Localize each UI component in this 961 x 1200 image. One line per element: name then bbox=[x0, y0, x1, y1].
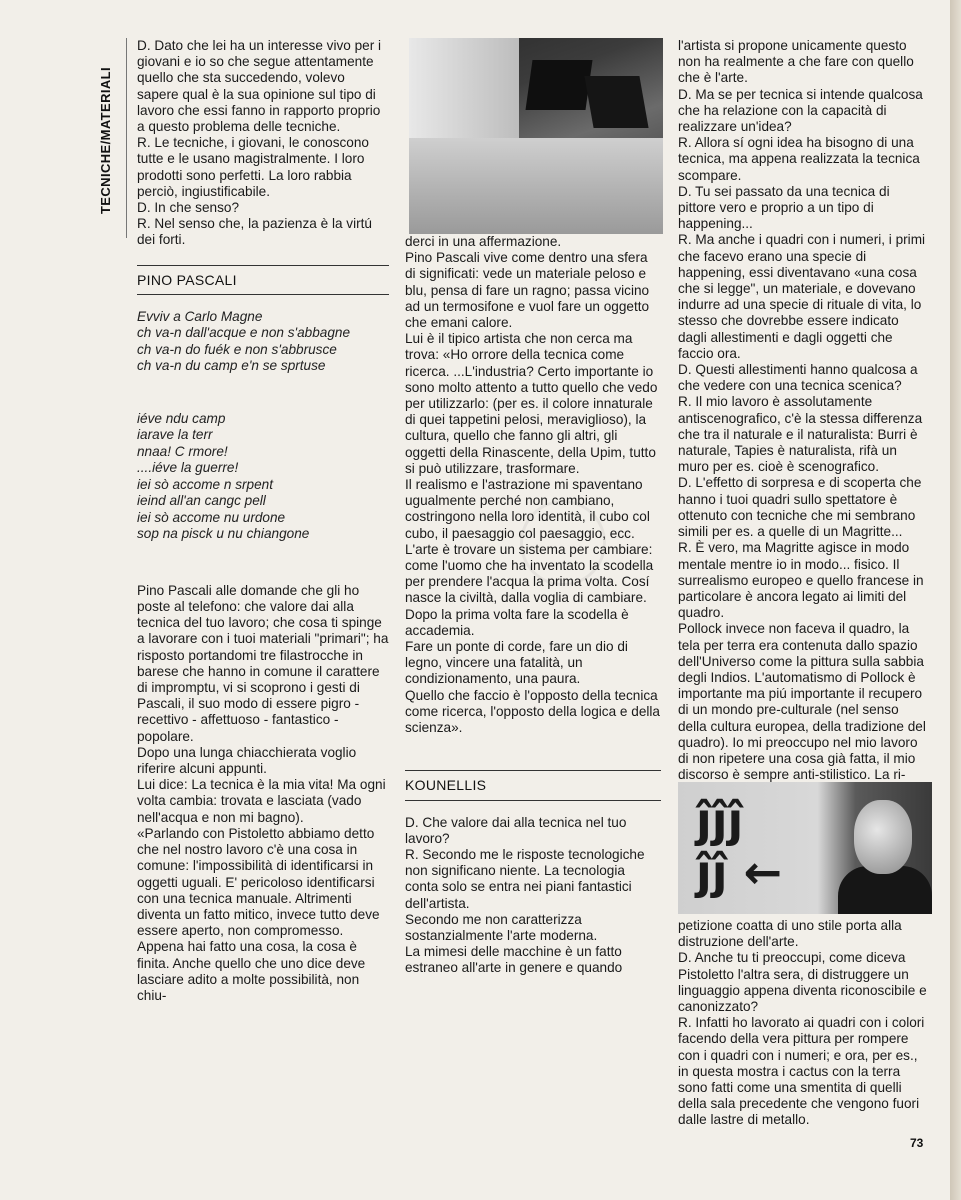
paragraph: D. Ma se per tecnica si intende qualcosa che ha relazione con la capacità di realizzare un'idea? bbox=[678, 86, 923, 135]
installation-photo bbox=[409, 38, 663, 234]
column-3 bbox=[678, 38, 930, 783]
paragraph: Dopo una lunga chiacchierata voglio riferire alcuni appunti. bbox=[137, 744, 357, 777]
section-heading-kounellis: KOUNELLIS bbox=[405, 770, 661, 800]
paragraph: D. Che valore dai alla tecnica nel tuo lavoro? bbox=[405, 814, 627, 846]
paragraph: R. Infatti ho lavorato ai quadri con i colori facendo della vera pittura per rompere con i quadri con i numeri; e ora, per es., in questa mostra i cactus con la terra sono fatti come una smentita di quelli della sala precedente che vengono fuori dalle lastre di metallo. bbox=[678, 1015, 925, 1128]
paragraph: Quello che faccio è l'opposto della tecnica come ricerca, l'opposto della logica e della scienza». bbox=[405, 687, 660, 736]
poem-line: iarave la terr bbox=[137, 427, 213, 443]
paragraph: Secondo me non caratterizza sostanzialmente l'arte moderna. bbox=[405, 911, 598, 943]
paragraph: R. Allora sí ogni idea ha bisogno di una tecnica, ma appena realizzata la tecnica scompare. bbox=[678, 135, 920, 183]
poem-line: sop na pisck u nu chiangone bbox=[137, 526, 310, 542]
paragraph: D. In che senso? bbox=[137, 200, 240, 216]
paragraph: D. Tu sei passato da una tecnica di pittore vero e proprio a un tipo di happening... bbox=[678, 183, 890, 232]
paragraph: Il realismo e l'astrazione mi spaventano ugualmente perché non cambiano, costringono nella loro identità, il cubo col cubo, il paesaggio col paesaggio, ecc. L'arte è trovare un sistema per cambiare: come l'uomo che ha inventato la scodella per prendere l'acqua la prima volta. Cosí nasce la civiltà, dalla voglia di cambiare. Dopo la prima volta fare la scodella è accademia. bbox=[405, 477, 654, 638]
paragraph: D. L'effetto di sorpresa e di scoperta che hanno i tuoi quadri sullo spettatore è ottenuto con tecniche che mi sembrano simili per es. a quelle di un Magritte... bbox=[678, 475, 922, 540]
paragraph: La mimesi delle macchine è un fatto estraneo all'arte in genere e quando bbox=[405, 944, 623, 976]
paragraph: Lui dice: La tecnica è la mia vita! Ma ogni volta cambia: trovata e lasciata (vado nell'acqua e non mi bagno). bbox=[137, 777, 386, 825]
paragraph: R. Nel senso che, la pazienza è la virtú dei forti. bbox=[137, 216, 372, 248]
poem-line: ieind all'an cangc pell bbox=[137, 493, 266, 509]
poem-line: ch va-n dall'acque e non s'abbagne bbox=[137, 325, 351, 341]
page-edge bbox=[950, 0, 961, 1200]
paragraph: Pino Pascali vive come dentro una sfera di significati: vede un materiale peloso e blu, pensa di fare un ragno; passa vicino ad un termosifone e vuol fare un oggetto che emani calore. bbox=[405, 250, 650, 331]
page-number: 73 bbox=[910, 1136, 924, 1150]
paragraph: D. Anche tu ti preoccupi, come diceva Pistoletto l'altra sera, di distruggere un linguaggio appena diventa riconoscibile e canonizzato? bbox=[678, 950, 927, 1015]
watermark bbox=[520, 500, 606, 586]
column-1 bbox=[137, 38, 389, 1004]
column-2 bbox=[405, 234, 661, 977]
paragraph: R. Il mio lavoro è assolutamente antiscenografico, c'è la stessa differenza che tra il naturale e il naturalista: Burri è naturale, Tapies è naturalista, rifà un muro per es. cioè è scenografico. bbox=[678, 394, 923, 475]
paragraph: Fare un ponte di corde, fare un dio di legno, vincere una fatalità, un condizionamento, una paura. bbox=[405, 639, 628, 687]
paragraph: R. Ma anche i quadri con i numeri, i primi che facevo erano una specie di happening, essi diventavano «una cosa che si legge", un materiale, e dovevano indurre ad una specie di rituale di vita, lo stesso che dovrebbe essere indicato dagli allestimenti e dagli oggetti che faccio ora. bbox=[678, 232, 926, 361]
poem-stanza-1 bbox=[137, 309, 389, 375]
paragraph: D. Dato che lei ha un interesse vivo per i giovani e io so che segue attentamente quello che sta succedendo, volevo sapere qual è la sua opinione sul tipo di lavoro che essi fanno in rapporto proprio a questo problema delle tecniche. bbox=[137, 38, 382, 135]
paragraph: derci in una affermazione. bbox=[405, 234, 562, 249]
paragraph: «Parlando con Pistoletto abbiamo detto che nel nostro lavoro c'è una cosa in comune: l'impossibilità di identificarsi in oggetti uguali. E' pericoloso identificarsi con una tecnica manuale. Altrimenti diventa un fatto mitico, invece tutto deve essere aperto, non compromesso. Appena hai fatto una cosa, la cosa è finita. Anche quello che uno dice deve lasciare adito a molte possibilità, non chiu- bbox=[137, 825, 380, 1003]
column-3-continued bbox=[678, 918, 930, 1129]
artist-portrait-photo: ĵĵĵ ĵĵ ← bbox=[678, 782, 932, 914]
section-heading-pascali: PINO PASCALI bbox=[137, 265, 389, 295]
paragraph: R. Le tecniche, i giovani, le conoscono tutte e le usano magistralmente. I loro prodotti sono perfetti. La loro rabbia perciò, ingiustificabile. bbox=[137, 135, 369, 199]
poem-stanza-2 bbox=[137, 411, 389, 543]
paragraph: l'artista si propone unicamente questo non ha realmente a che fare con quello che è l'arte. bbox=[678, 38, 914, 86]
poem-line: ch va-n do fuék e non s'abbrusce bbox=[137, 341, 337, 357]
poem-line: Evviv a Carlo Magne bbox=[137, 308, 263, 324]
poem-line: ch va-n du camp e'n se sprtuse bbox=[137, 358, 326, 374]
poem-line: iei sò accome nu urdone bbox=[137, 509, 286, 525]
paragraph: R. È vero, ma Magritte agisce in modo mentale mentre io in modo... fisico. Il surrealismo europeo e quello francese in particolare è ancora legato ai limiti del quadro. bbox=[678, 540, 924, 621]
paragraph: Pollock invece non faceva il quadro, la tela per terra era contenuta dallo spazio dell'Universo come la pittura sulla sabbia degli Indios. L'automatismo di Pollock è importante ma piú importante il recupero di un mondo pre-culturale (nel senso della cultura europea, della tradizione del quadro). Io mi preoccupo nel mio lavoro di non ripetere una cosa già fatta, il mio discorso è sempre anti-stilistico. La ri- bbox=[678, 621, 926, 783]
poem-line: ....iéve la guerre! bbox=[137, 460, 239, 476]
paragraph: D. Questi allestimenti hanno qualcosa a che vedere con una tecnica scenica? bbox=[678, 362, 918, 394]
paragraph: Lui è il tipico artista che non cerca ma trova: «Ho orrore della tecnica come ricerca. ...L'industria? Certo importante io sono molto attento a tutto quello che vedo per utilizzarlo: (per es. il colore innaturale di quei tappetini pelosi, meraviglioso), la cultura, quello che fanno gli altri, gli oggetti della Rinascente, della Upim, tutto si può utilizzare, trasformare. bbox=[405, 331, 658, 476]
poem-line: iéve ndu camp bbox=[137, 410, 226, 426]
paragraph: petizione coatta di uno stile porta alla distruzione dell'arte. bbox=[678, 918, 902, 950]
section-title: TECNICHE/MATERIALI bbox=[98, 66, 114, 214]
poem-line: nnaa! C rmore! bbox=[137, 443, 228, 459]
pascali-body bbox=[137, 583, 389, 1004]
paragraph: R. Secondo me le risposte tecnologiche non significano niente. La tecnologia conta solo se entra nei piani fantastici dell'artista. bbox=[405, 846, 645, 911]
paragraph: Pino Pascali alle domande che gli ho poste al telefono: che valore dai alla tecnica del tuo lavoro; che cosa ti spinge a lavorare con i tuoi materiali "primari"; ha risposto portandomi tre filastrocche in barese che hanno in comune il carattere di impromptu, vi si scoprono i gesti di Pascali, il suo modo di essere pigro - recettivo - affettuoso - fantastico - popolare. bbox=[137, 582, 389, 744]
section-rail bbox=[86, 40, 126, 240]
poem-line: iei sò accome n srpent bbox=[137, 476, 274, 492]
kounellis-body bbox=[405, 815, 661, 977]
section-rule bbox=[126, 38, 127, 238]
